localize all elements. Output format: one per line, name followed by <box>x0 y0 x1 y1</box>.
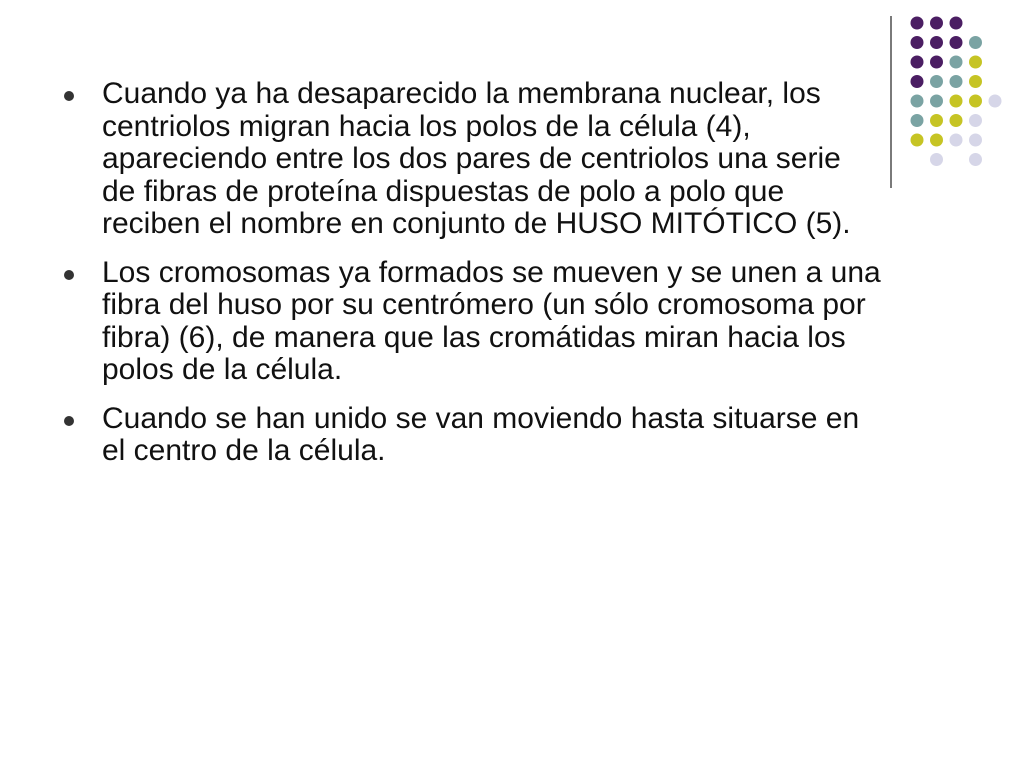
decorative-dot <box>930 134 943 147</box>
decorative-dot <box>950 36 963 49</box>
decorative-dot <box>930 36 943 49</box>
decorative-dot <box>969 56 982 69</box>
decorative-dot <box>969 36 982 49</box>
decorative-dot <box>950 17 963 30</box>
decorative-dot <box>989 95 1002 108</box>
decorative-dot <box>930 75 943 88</box>
decorative-dot <box>950 134 963 147</box>
decorative-dot <box>950 114 963 127</box>
bullet-text: Cuando ya ha desaparecido la membrana nuclear, los centriolos migran hacia los polos de la célula (4), apareciendo entre los dos pares de centriolos una serie de fibras de proteína dispuestas de polo a polo que reciben el nombre en conjunto de HUSO MITÓTICO (5). <box>102 77 851 240</box>
bullet-text: Los cromosomas ya formados se mueven y se unen a una fibra del huso por su centrómero (un sólo cromosoma por fibra) (6), de manera que las cromátidas miran hacia los polos de la célula. <box>102 255 881 386</box>
bullet-icon <box>64 91 74 101</box>
decorative-dot <box>950 56 963 69</box>
decorative-dot <box>930 114 943 127</box>
bullet-icon <box>64 416 74 426</box>
decorative-dot <box>930 95 943 108</box>
decorative-dot <box>969 75 982 88</box>
decorative-dot <box>969 95 982 108</box>
decorative-dot <box>950 95 963 108</box>
bullet-text: Cuando se han unido se van moviendo hasta situarse en el centro de la célula. <box>102 401 860 467</box>
bullet-item <box>62 257 882 387</box>
decorative-dot <box>911 75 924 88</box>
decorative-dot <box>911 95 924 108</box>
decorative-dot <box>969 153 982 166</box>
bullet-list <box>62 78 882 484</box>
bullet-icon <box>64 270 74 280</box>
decorative-dot <box>969 114 982 127</box>
vertical-divider <box>890 16 892 188</box>
decorative-dot <box>911 17 924 30</box>
decorative-dot <box>911 134 924 147</box>
bullet-item <box>62 403 882 468</box>
decorative-dot <box>911 36 924 49</box>
decorative-dot <box>911 56 924 69</box>
decorative-dot <box>930 153 943 166</box>
bullet-item <box>62 78 882 241</box>
decorative-dot <box>930 17 943 30</box>
decorative-dot <box>911 114 924 127</box>
decorative-dot <box>950 75 963 88</box>
decorative-dot <box>930 56 943 69</box>
decorative-dot <box>969 134 982 147</box>
